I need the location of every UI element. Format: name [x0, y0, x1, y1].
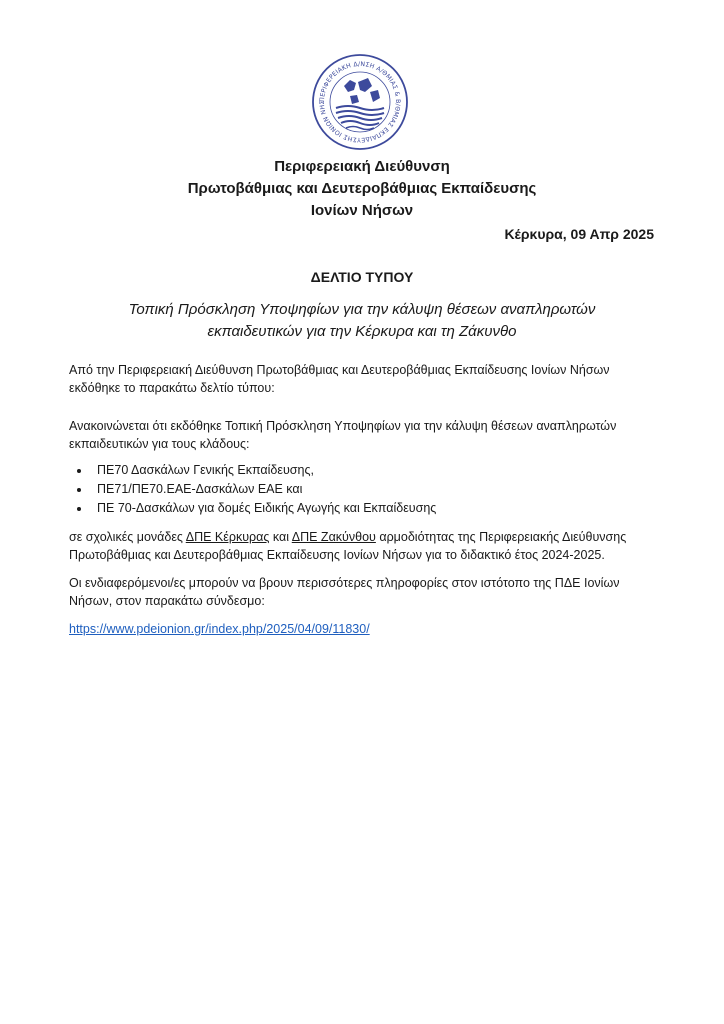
category-list: [69, 461, 659, 518]
subject-line-1: Τοπική Πρόσκληση Υποψηφίων για την κάλυψη θέσεων αναπληρωτών: [128, 301, 596, 318]
body-content: [69, 361, 659, 638]
org-line-1: Περιφερειακή Διεύθυνση: [274, 158, 450, 175]
intro-paragraph: Από την Περιφερειακή Διεύθυνση Πρωτοβάθμιας και Δευτεροβάθμιας Εκπαίδευσης Ιονίων Νήσων εκδόθηκε το παρακάτω δελτίο τύπου:: [69, 363, 610, 395]
schools-paragraph: [69, 528, 659, 564]
press-release-title: ΔΕΛΤΙΟ ΤΥΠΟΥ: [310, 269, 414, 285]
document-date: Κέρκυρα, 09 Απρ 2025: [504, 226, 654, 242]
schools-prefix: σε σχολικές μονάδες: [69, 530, 186, 544]
info-paragraph: Οι ενδιαφερόμενοι/ες μπορούν να βρουν περισσότερες πληροφορίες στον ιστότοπο της ΠΔΕ Ιονίων Νήσων, στον παρακάτω σύνδεσμο:: [69, 576, 620, 608]
subject: [0, 299, 724, 343]
dpe-zakynthos-text: ΔΠΕ Ζακύνθου: [291, 530, 376, 544]
seal-logo-icon: [310, 52, 410, 152]
org-line-3: Ιονίων Νήσων: [310, 202, 414, 219]
announcement-link[interactable]: https://www.pdeionion.gr/index.php/2025/04/09/11830/: [69, 622, 370, 636]
seal-logo: [310, 52, 410, 152]
subject-line-2: εκπαιδευτικών για την Κέρκυρα και τη Ζάκυνθο: [207, 323, 517, 340]
link-paragraph: [69, 620, 659, 638]
organization-name: [0, 156, 724, 222]
category-item: • ΠΕ70 Δασκάλων Γενικής Εκπαίδευσης,: [91, 461, 659, 480]
category-item: • ΠΕ 70-Δασκάλων για δομές Ειδικής Αγωγής και Εκπαίδευσης: [91, 499, 659, 518]
announcement-paragraph: Ανακοινώνεται ότι εκδόθηκε Τοπική Πρόσκληση Υποψηφίων για την κάλυψη θέσεων αναπληρωτών εκπαιδευτικών για τους κλάδους:: [69, 419, 617, 451]
schools-suffix: αρμοδιότητας της Περιφερειακής Διεύθυνσης Πρωτοβάθμιας και Δευτεροβάθμιας Εκπαίδευσης Ιονίων Νήσων για το διδακτικό έτος 2024-2025.: [69, 530, 627, 562]
org-line-2: Πρωτοβάθμιας και Δευτεροβάθμιας Εκπαίδευσης: [187, 180, 537, 197]
category-item: • ΠΕ71/ΠΕ70.ΕΑΕ-Δασκάλων ΕΑΕ και: [91, 480, 659, 499]
seal-ring-text: ΠΕΡΙΦΕΡΕΙΑΚΗ Δ/ΝΣΗ Α/ΘΜΙΑΣ & Β/ΘΜΙΑΣ ΕΚΠΑΙΔΕΥΣΗΣ ΙΟΝΙΩΝ ΝΗΣ: [318, 60, 402, 144]
schools-and: και: [269, 530, 292, 544]
dpe-kerkyra-text: ΔΠΕ Κέρκυρας: [185, 530, 270, 544]
